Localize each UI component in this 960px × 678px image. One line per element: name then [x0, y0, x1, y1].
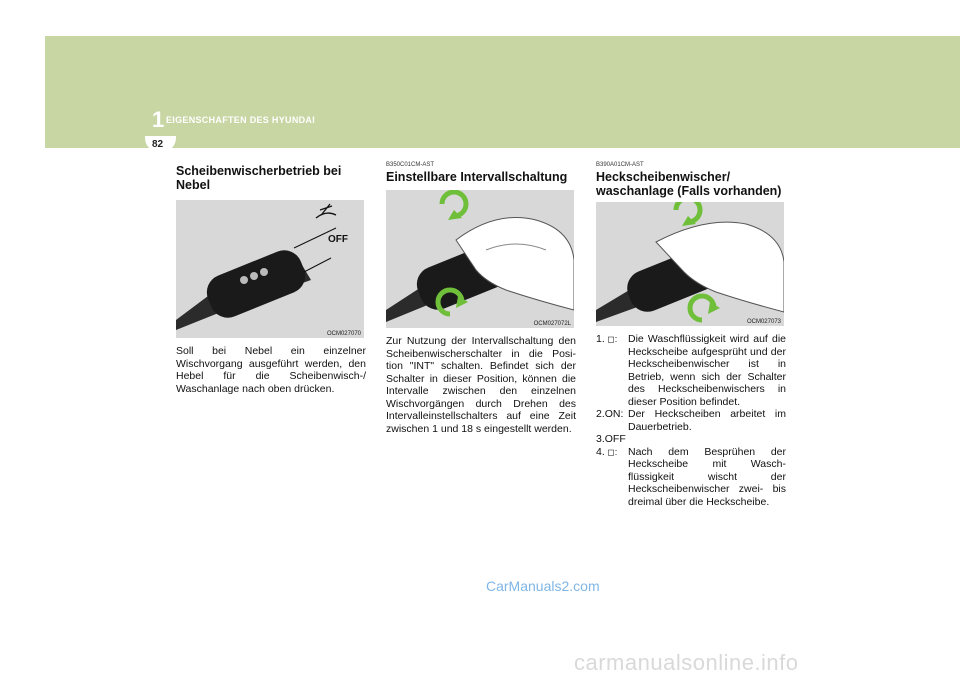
off-label: OFF: [328, 234, 348, 245]
steps-list: [596, 333, 786, 508]
list-item: [596, 433, 786, 446]
step-text: Die Waschflüssigkeit wird auf die Heckscheibe aufgesprüht und der Heckscheibenwischer ist in Betrieb, wenn sich der Schalter des Heckscheibenwischers in dieser Position befindet.: [628, 333, 786, 408]
step-text: [628, 433, 786, 446]
page-number: 82: [152, 139, 164, 150]
wiper-lever-figure: [176, 200, 364, 338]
watermark-carmanuals[interactable]: CarManuals2.com: [486, 578, 600, 594]
wiper-lever-illustration: [176, 200, 364, 338]
figure-code: OCM027072L: [533, 321, 571, 327]
list-item: 4. ◻: Nach dem Besprühen der Heckscheibe mit Wasch- flüssigkeit wischt der Heckscheibenwischer zwei- bis dreimal über die Heckscheibe.: [596, 445, 786, 508]
chapter-number: 1: [152, 107, 165, 132]
section-rear-wiper: [596, 160, 786, 508]
list-item: 1. ◻: Die Waschflüssigkeit wird auf die Heckscheibe aufgesprüht und der Heckscheibenwischer ist in Betrieb, wenn sich der Schalter des Heckscheibenwischers in dieser Position befindet.: [596, 333, 786, 408]
washer-icon: ◻:: [604, 334, 618, 344]
rear-wiper-figure: [596, 202, 784, 326]
figure-code: OCM027070: [326, 331, 361, 337]
section-heading: Einstellbare Intervallschaltung: [386, 170, 568, 184]
step-text: Der Heckscheiben arbeitet im Dauerbetrieb.: [628, 408, 786, 433]
chapter-title: EIGENSCHAFTEN DES HYUNDAI: [166, 115, 316, 125]
section-intermittent: [386, 160, 576, 435]
list-item: [596, 408, 786, 433]
hand-turning-switch-illustration: [386, 190, 574, 328]
section-heading: Heckscheibenwischer/ waschanlage (Falls vorhanden): [596, 170, 782, 198]
section-body-text: Zur Nutzung der Intervallschaltung den Scheibenwischerschalter in die Posi- tion "INT" schalten. Befindet sich der Schalter in dieser Position, können die Intervalle zwischen den einzelnen Wischvorgängen durch Drehen des Intervalleinstellschalters auf eine Zeit zwischen 1 und 18 s eingestellt werden.: [386, 335, 576, 435]
section-code: B350C01CM-AST: [386, 162, 435, 168]
section-code: B390A01CM-AST: [596, 162, 644, 168]
step-number: 3.OFF: [596, 433, 626, 445]
section-fog-wiping: [176, 160, 366, 395]
header-band: [45, 36, 960, 148]
section-heading: Scheibenwischerbetrieb bei Nebel: [176, 164, 342, 192]
rear-wiper-switch-illustration: [596, 202, 784, 326]
intermittent-figure: [386, 190, 574, 328]
step-text: Nach dem Besprühen der Heckscheibe mit Wasch- flüssigkeit wischt der Heckscheibenwischer zwei- bis dreimal über die Heckscheibe.: [628, 445, 786, 508]
step-number: 2.ON:: [596, 408, 624, 420]
section-body-text: Soll bei Nebel ein einzelner Wischvorgang ausgeführt werden, den Hebel für die Scheibenwisch-/ Waschanlage nach oben drücken.: [176, 345, 366, 395]
figure-code: OCM027073: [746, 319, 781, 325]
watermark-online[interactable]: carmanualsonline.info: [574, 650, 799, 675]
washer-icon: ◻:: [604, 446, 618, 457]
